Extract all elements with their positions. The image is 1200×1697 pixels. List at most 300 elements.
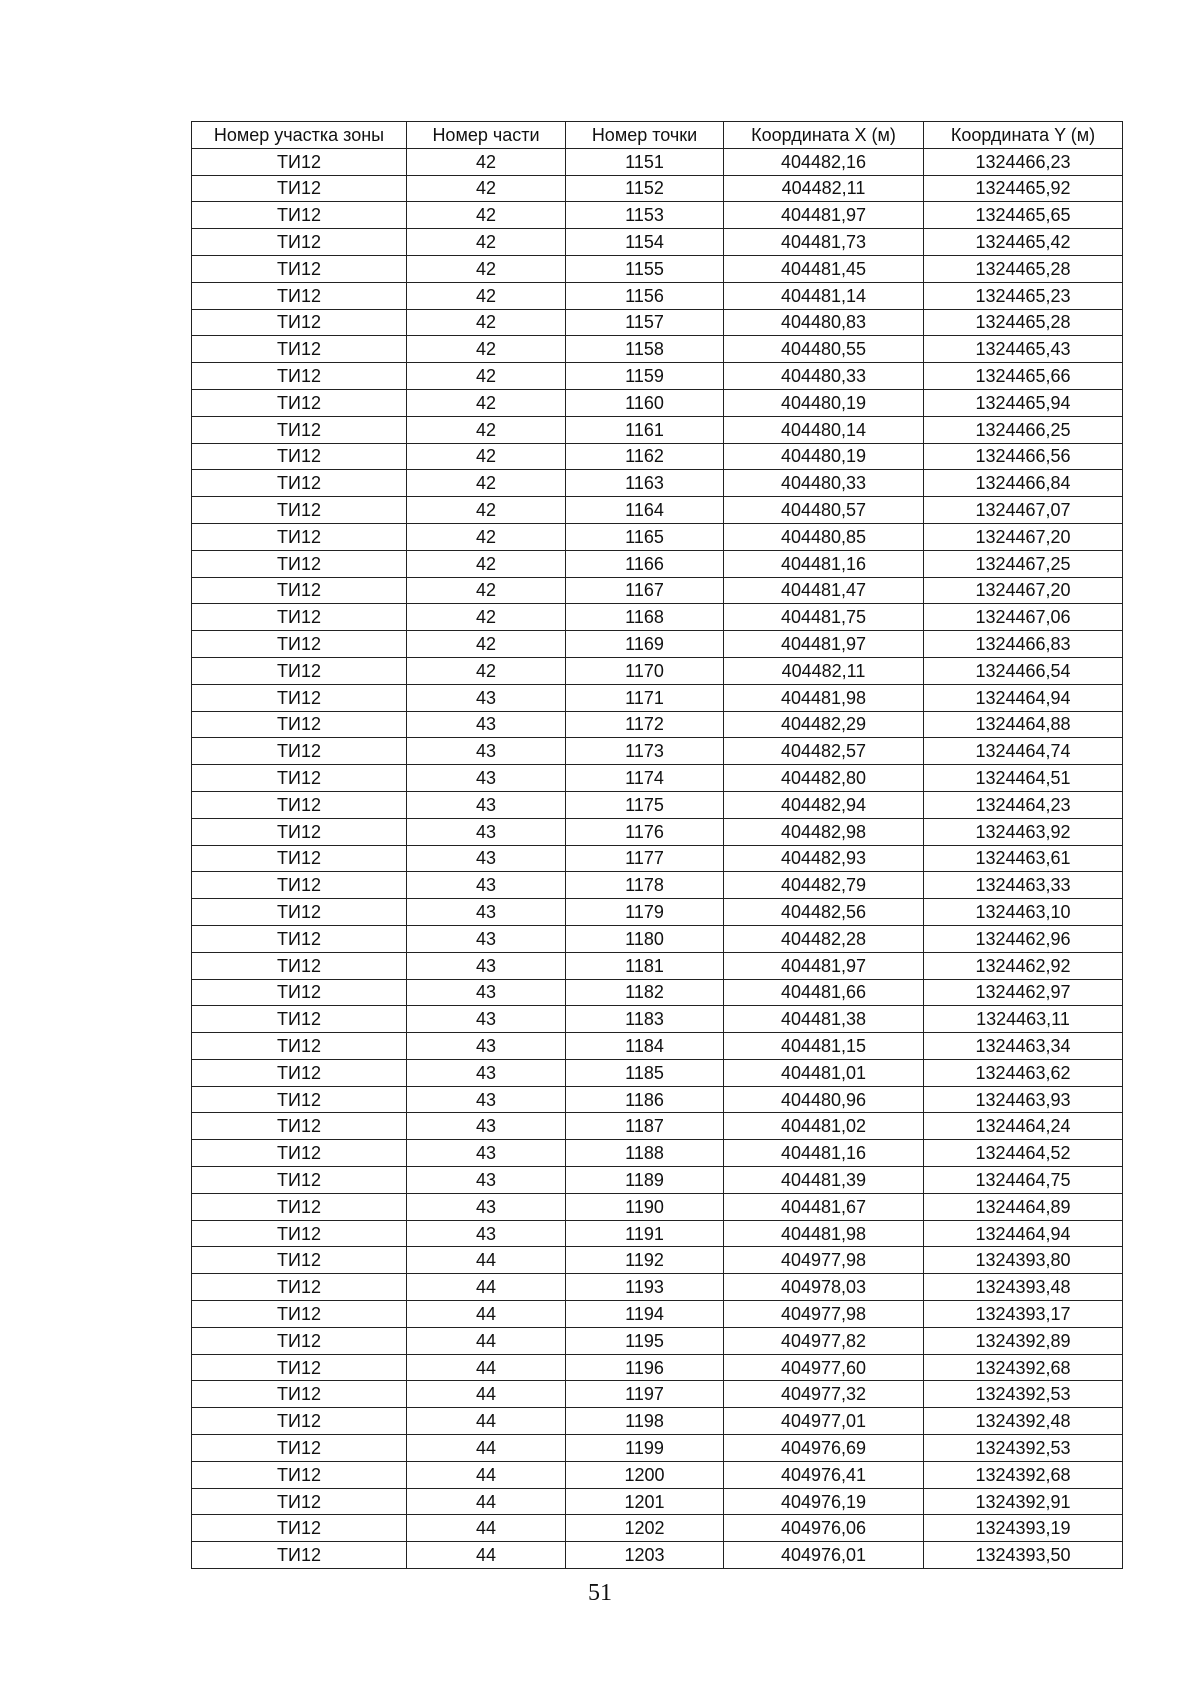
cell-part-number: 44 xyxy=(407,1327,566,1354)
table-row xyxy=(192,1086,1123,1113)
cell-point-number: 1162 xyxy=(566,443,724,470)
cell-part-number: 42 xyxy=(407,148,566,175)
cell-part-number: 42 xyxy=(407,336,566,363)
cell-point-number: 1154 xyxy=(566,229,724,256)
cell-point-number: 1176 xyxy=(566,818,724,845)
cell-coordinate-y: 1324466,56 xyxy=(924,443,1123,470)
cell-point-number: 1182 xyxy=(566,979,724,1006)
table-row xyxy=(192,979,1123,1006)
cell-part-number: 43 xyxy=(407,818,566,845)
cell-point-number: 1184 xyxy=(566,1033,724,1060)
cell-zone-section: ТИ12 xyxy=(192,899,407,926)
cell-coordinate-y: 1324393,50 xyxy=(924,1542,1123,1569)
cell-point-number: 1158 xyxy=(566,336,724,363)
cell-coordinate-x: 404480,85 xyxy=(724,523,924,550)
cell-zone-section: ТИ12 xyxy=(192,1274,407,1301)
cell-coordinate-x: 404977,98 xyxy=(724,1301,924,1328)
cell-coordinate-x: 404976,41 xyxy=(724,1461,924,1488)
cell-coordinate-y: 1324467,25 xyxy=(924,550,1123,577)
cell-point-number: 1198 xyxy=(566,1408,724,1435)
cell-part-number: 42 xyxy=(407,416,566,443)
cell-coordinate-y: 1324465,23 xyxy=(924,282,1123,309)
cell-coordinate-y: 1324464,24 xyxy=(924,1113,1123,1140)
header-point-number: Номер точки xyxy=(566,122,724,149)
cell-point-number: 1194 xyxy=(566,1301,724,1328)
cell-zone-section: ТИ12 xyxy=(192,1167,407,1194)
cell-zone-section: ТИ12 xyxy=(192,845,407,872)
cell-coordinate-x: 404977,98 xyxy=(724,1247,924,1274)
cell-coordinate-y: 1324465,42 xyxy=(924,229,1123,256)
header-row xyxy=(192,122,1123,149)
cell-coordinate-x: 404481,02 xyxy=(724,1113,924,1140)
cell-coordinate-x: 404481,15 xyxy=(724,1033,924,1060)
cell-part-number: 44 xyxy=(407,1408,566,1435)
cell-coordinate-y: 1324467,20 xyxy=(924,523,1123,550)
cell-part-number: 42 xyxy=(407,443,566,470)
table-body xyxy=(192,148,1123,1568)
cell-zone-section: ТИ12 xyxy=(192,1059,407,1086)
table-row xyxy=(192,148,1123,175)
cell-point-number: 1183 xyxy=(566,1006,724,1033)
cell-zone-section: ТИ12 xyxy=(192,1247,407,1274)
header-coordinate-x: Координата X (м) xyxy=(724,122,924,149)
cell-coordinate-y: 1324462,96 xyxy=(924,925,1123,952)
cell-coordinate-y: 1324464,51 xyxy=(924,765,1123,792)
cell-part-number: 42 xyxy=(407,255,566,282)
cell-coordinate-x: 404481,97 xyxy=(724,631,924,658)
cell-part-number: 43 xyxy=(407,899,566,926)
cell-coordinate-x: 404481,98 xyxy=(724,1220,924,1247)
coordinates-table xyxy=(191,121,1123,1569)
table-row xyxy=(192,255,1123,282)
table-row xyxy=(192,604,1123,631)
cell-zone-section: ТИ12 xyxy=(192,1033,407,1060)
cell-zone-section: ТИ12 xyxy=(192,1354,407,1381)
table-row xyxy=(192,1167,1123,1194)
cell-coordinate-y: 1324392,91 xyxy=(924,1488,1123,1515)
cell-zone-section: ТИ12 xyxy=(192,952,407,979)
header-coordinate-y: Координата Y (м) xyxy=(924,122,1123,149)
cell-coordinate-x: 404480,19 xyxy=(724,443,924,470)
cell-point-number: 1196 xyxy=(566,1354,724,1381)
cell-coordinate-x: 404482,16 xyxy=(724,148,924,175)
cell-point-number: 1202 xyxy=(566,1515,724,1542)
table-row xyxy=(192,925,1123,952)
cell-point-number: 1197 xyxy=(566,1381,724,1408)
cell-coordinate-x: 404481,97 xyxy=(724,202,924,229)
cell-point-number: 1156 xyxy=(566,282,724,309)
cell-part-number: 43 xyxy=(407,979,566,1006)
cell-zone-section: ТИ12 xyxy=(192,1113,407,1140)
cell-zone-section: ТИ12 xyxy=(192,1408,407,1435)
cell-point-number: 1190 xyxy=(566,1193,724,1220)
table-row xyxy=(192,309,1123,336)
table-row xyxy=(192,1327,1123,1354)
table-row xyxy=(192,550,1123,577)
table-row xyxy=(192,1033,1123,1060)
cell-coordinate-y: 1324393,19 xyxy=(924,1515,1123,1542)
table-row xyxy=(192,1461,1123,1488)
cell-point-number: 1155 xyxy=(566,255,724,282)
cell-coordinate-x: 404481,39 xyxy=(724,1167,924,1194)
cell-zone-section: ТИ12 xyxy=(192,791,407,818)
cell-part-number: 42 xyxy=(407,523,566,550)
table-row xyxy=(192,229,1123,256)
cell-coordinate-x: 404481,16 xyxy=(724,1140,924,1167)
cell-coordinate-y: 1324392,53 xyxy=(924,1381,1123,1408)
cell-point-number: 1166 xyxy=(566,550,724,577)
cell-coordinate-y: 1324467,20 xyxy=(924,577,1123,604)
cell-coordinate-x: 404977,01 xyxy=(724,1408,924,1435)
cell-coordinate-y: 1324463,61 xyxy=(924,845,1123,872)
cell-coordinate-x: 404480,83 xyxy=(724,309,924,336)
cell-point-number: 1172 xyxy=(566,711,724,738)
cell-point-number: 1175 xyxy=(566,791,724,818)
cell-zone-section: ТИ12 xyxy=(192,202,407,229)
cell-coordinate-x: 404976,69 xyxy=(724,1435,924,1462)
table-row xyxy=(192,1435,1123,1462)
cell-part-number: 42 xyxy=(407,497,566,524)
page-number: 51 xyxy=(588,1580,612,1606)
cell-coordinate-x: 404482,28 xyxy=(724,925,924,952)
cell-zone-section: ТИ12 xyxy=(192,1435,407,1462)
cell-coordinate-y: 1324465,66 xyxy=(924,363,1123,390)
cell-zone-section: ТИ12 xyxy=(192,925,407,952)
cell-coordinate-x: 404482,94 xyxy=(724,791,924,818)
cell-zone-section: ТИ12 xyxy=(192,1381,407,1408)
cell-part-number: 44 xyxy=(407,1435,566,1462)
cell-zone-section: ТИ12 xyxy=(192,309,407,336)
cell-coordinate-x: 404482,79 xyxy=(724,872,924,899)
cell-part-number: 43 xyxy=(407,1033,566,1060)
table-row xyxy=(192,282,1123,309)
cell-coordinate-y: 1324393,80 xyxy=(924,1247,1123,1274)
cell-coordinate-y: 1324463,34 xyxy=(924,1033,1123,1060)
table-row xyxy=(192,1140,1123,1167)
cell-coordinate-x: 404480,55 xyxy=(724,336,924,363)
cell-part-number: 43 xyxy=(407,684,566,711)
cell-zone-section: ТИ12 xyxy=(192,523,407,550)
cell-coordinate-x: 404480,14 xyxy=(724,416,924,443)
cell-zone-section: ТИ12 xyxy=(192,604,407,631)
cell-coordinate-x: 404482,29 xyxy=(724,711,924,738)
table-row xyxy=(192,952,1123,979)
cell-zone-section: ТИ12 xyxy=(192,1086,407,1113)
table-row xyxy=(192,1274,1123,1301)
cell-point-number: 1200 xyxy=(566,1461,724,1488)
cell-part-number: 43 xyxy=(407,1220,566,1247)
table-row xyxy=(192,845,1123,872)
cell-zone-section: ТИ12 xyxy=(192,336,407,363)
cell-zone-section: ТИ12 xyxy=(192,1461,407,1488)
cell-coordinate-y: 1324463,11 xyxy=(924,1006,1123,1033)
cell-coordinate-y: 1324464,94 xyxy=(924,684,1123,711)
cell-part-number: 42 xyxy=(407,363,566,390)
table-row xyxy=(192,1542,1123,1569)
cell-point-number: 1192 xyxy=(566,1247,724,1274)
cell-part-number: 42 xyxy=(407,282,566,309)
cell-coordinate-y: 1324465,94 xyxy=(924,389,1123,416)
cell-zone-section: ТИ12 xyxy=(192,175,407,202)
table-row xyxy=(192,175,1123,202)
table-row xyxy=(192,336,1123,363)
table-row xyxy=(192,443,1123,470)
cell-coordinate-x: 404482,11 xyxy=(724,175,924,202)
cell-coordinate-x: 404481,97 xyxy=(724,952,924,979)
table-row xyxy=(192,1059,1123,1086)
cell-point-number: 1189 xyxy=(566,1167,724,1194)
cell-part-number: 44 xyxy=(407,1301,566,1328)
cell-coordinate-x: 404481,01 xyxy=(724,1059,924,1086)
cell-zone-section: ТИ12 xyxy=(192,389,407,416)
cell-coordinate-x: 404482,11 xyxy=(724,657,924,684)
cell-point-number: 1157 xyxy=(566,309,724,336)
cell-coordinate-x: 404481,38 xyxy=(724,1006,924,1033)
cell-part-number: 42 xyxy=(407,309,566,336)
cell-zone-section: ТИ12 xyxy=(192,1301,407,1328)
cell-coordinate-y: 1324467,06 xyxy=(924,604,1123,631)
table-row xyxy=(192,738,1123,765)
cell-point-number: 1164 xyxy=(566,497,724,524)
cell-coordinate-y: 1324465,43 xyxy=(924,336,1123,363)
cell-coordinate-y: 1324464,89 xyxy=(924,1193,1123,1220)
table-row xyxy=(192,765,1123,792)
cell-part-number: 44 xyxy=(407,1488,566,1515)
cell-part-number: 42 xyxy=(407,202,566,229)
cell-coordinate-y: 1324462,92 xyxy=(924,952,1123,979)
cell-coordinate-y: 1324464,94 xyxy=(924,1220,1123,1247)
cell-coordinate-y: 1324463,92 xyxy=(924,818,1123,845)
cell-zone-section: ТИ12 xyxy=(192,1140,407,1167)
cell-part-number: 42 xyxy=(407,389,566,416)
cell-part-number: 43 xyxy=(407,1006,566,1033)
cell-zone-section: ТИ12 xyxy=(192,765,407,792)
cell-point-number: 1159 xyxy=(566,363,724,390)
cell-coordinate-y: 1324464,23 xyxy=(924,791,1123,818)
cell-point-number: 1203 xyxy=(566,1542,724,1569)
cell-part-number: 44 xyxy=(407,1461,566,1488)
cell-coordinate-y: 1324393,48 xyxy=(924,1274,1123,1301)
cell-part-number: 43 xyxy=(407,738,566,765)
cell-coordinate-y: 1324466,83 xyxy=(924,631,1123,658)
cell-point-number: 1153 xyxy=(566,202,724,229)
cell-zone-section: ТИ12 xyxy=(192,363,407,390)
cell-zone-section: ТИ12 xyxy=(192,443,407,470)
cell-coordinate-y: 1324392,53 xyxy=(924,1435,1123,1462)
cell-part-number: 44 xyxy=(407,1354,566,1381)
table-row xyxy=(192,1488,1123,1515)
cell-point-number: 1169 xyxy=(566,631,724,658)
cell-zone-section: ТИ12 xyxy=(192,1515,407,1542)
cell-point-number: 1161 xyxy=(566,416,724,443)
cell-coordinate-y: 1324466,84 xyxy=(924,470,1123,497)
cell-zone-section: ТИ12 xyxy=(192,1542,407,1569)
cell-point-number: 1195 xyxy=(566,1327,724,1354)
cell-coordinate-x: 404481,75 xyxy=(724,604,924,631)
cell-zone-section: ТИ12 xyxy=(192,711,407,738)
table-row xyxy=(192,1515,1123,1542)
cell-part-number: 43 xyxy=(407,1113,566,1140)
cell-coordinate-y: 1324463,62 xyxy=(924,1059,1123,1086)
cell-coordinate-x: 404976,19 xyxy=(724,1488,924,1515)
cell-coordinate-x: 404482,93 xyxy=(724,845,924,872)
cell-coordinate-y: 1324392,68 xyxy=(924,1461,1123,1488)
cell-coordinate-x: 404481,14 xyxy=(724,282,924,309)
table-row xyxy=(192,1301,1123,1328)
cell-coordinate-x: 404976,01 xyxy=(724,1542,924,1569)
cell-part-number: 42 xyxy=(407,550,566,577)
table-row xyxy=(192,202,1123,229)
cell-zone-section: ТИ12 xyxy=(192,818,407,845)
cell-part-number: 44 xyxy=(407,1515,566,1542)
table-row xyxy=(192,1354,1123,1381)
cell-coordinate-y: 1324466,25 xyxy=(924,416,1123,443)
cell-part-number: 42 xyxy=(407,175,566,202)
table-row xyxy=(192,631,1123,658)
cell-part-number: 43 xyxy=(407,1140,566,1167)
cell-zone-section: ТИ12 xyxy=(192,148,407,175)
cell-coordinate-y: 1324466,54 xyxy=(924,657,1123,684)
cell-part-number: 43 xyxy=(407,1193,566,1220)
cell-point-number: 1151 xyxy=(566,148,724,175)
cell-zone-section: ТИ12 xyxy=(192,550,407,577)
cell-point-number: 1187 xyxy=(566,1113,724,1140)
cell-coordinate-y: 1324462,97 xyxy=(924,979,1123,1006)
cell-part-number: 43 xyxy=(407,791,566,818)
cell-point-number: 1193 xyxy=(566,1274,724,1301)
cell-part-number: 42 xyxy=(407,604,566,631)
cell-coordinate-x: 404481,67 xyxy=(724,1193,924,1220)
table-row xyxy=(192,470,1123,497)
table-header xyxy=(192,122,1123,149)
cell-coordinate-x: 404481,16 xyxy=(724,550,924,577)
cell-point-number: 1191 xyxy=(566,1220,724,1247)
cell-coordinate-x: 404480,57 xyxy=(724,497,924,524)
cell-coordinate-x: 404482,56 xyxy=(724,899,924,926)
cell-coordinate-y: 1324465,28 xyxy=(924,255,1123,282)
cell-point-number: 1173 xyxy=(566,738,724,765)
cell-point-number: 1163 xyxy=(566,470,724,497)
cell-coordinate-x: 404481,45 xyxy=(724,255,924,282)
cell-coordinate-y: 1324464,88 xyxy=(924,711,1123,738)
table-row xyxy=(192,577,1123,604)
cell-point-number: 1168 xyxy=(566,604,724,631)
table-row xyxy=(192,497,1123,524)
cell-part-number: 43 xyxy=(407,845,566,872)
cell-coordinate-y: 1324463,10 xyxy=(924,899,1123,926)
cell-zone-section: ТИ12 xyxy=(192,872,407,899)
cell-part-number: 42 xyxy=(407,229,566,256)
table-row xyxy=(192,523,1123,550)
cell-point-number: 1180 xyxy=(566,925,724,952)
cell-part-number: 43 xyxy=(407,1167,566,1194)
table-row xyxy=(192,818,1123,845)
cell-point-number: 1186 xyxy=(566,1086,724,1113)
cell-coordinate-y: 1324464,52 xyxy=(924,1140,1123,1167)
cell-point-number: 1177 xyxy=(566,845,724,872)
cell-zone-section: ТИ12 xyxy=(192,979,407,1006)
cell-coordinate-x: 404977,82 xyxy=(724,1327,924,1354)
cell-coordinate-y: 1324464,74 xyxy=(924,738,1123,765)
cell-zone-section: ТИ12 xyxy=(192,657,407,684)
cell-zone-section: ТИ12 xyxy=(192,255,407,282)
cell-coordinate-x: 404481,66 xyxy=(724,979,924,1006)
cell-point-number: 1178 xyxy=(566,872,724,899)
cell-coordinate-x: 404482,98 xyxy=(724,818,924,845)
header-zone-section: Номер участка зоны xyxy=(192,122,407,149)
cell-coordinate-y: 1324464,75 xyxy=(924,1167,1123,1194)
cell-coordinate-y: 1324463,33 xyxy=(924,872,1123,899)
cell-zone-section: ТИ12 xyxy=(192,1488,407,1515)
table-row xyxy=(192,389,1123,416)
cell-zone-section: ТИ12 xyxy=(192,738,407,765)
cell-point-number: 1171 xyxy=(566,684,724,711)
cell-part-number: 42 xyxy=(407,470,566,497)
cell-zone-section: ТИ12 xyxy=(192,631,407,658)
table-row xyxy=(192,899,1123,926)
table-row xyxy=(192,1220,1123,1247)
cell-part-number: 44 xyxy=(407,1274,566,1301)
cell-part-number: 42 xyxy=(407,657,566,684)
cell-coordinate-x: 404480,33 xyxy=(724,363,924,390)
cell-coordinate-x: 404977,60 xyxy=(724,1354,924,1381)
cell-zone-section: ТИ12 xyxy=(192,1193,407,1220)
cell-point-number: 1165 xyxy=(566,523,724,550)
cell-zone-section: ТИ12 xyxy=(192,1006,407,1033)
cell-point-number: 1170 xyxy=(566,657,724,684)
cell-coordinate-x: 404482,80 xyxy=(724,765,924,792)
table-row xyxy=(192,657,1123,684)
cell-zone-section: ТИ12 xyxy=(192,229,407,256)
cell-part-number: 43 xyxy=(407,1059,566,1086)
cell-part-number: 43 xyxy=(407,1086,566,1113)
cell-zone-section: ТИ12 xyxy=(192,1220,407,1247)
cell-coordinate-x: 404480,19 xyxy=(724,389,924,416)
cell-part-number: 43 xyxy=(407,711,566,738)
cell-coordinate-x: 404976,06 xyxy=(724,1515,924,1542)
table-row xyxy=(192,1006,1123,1033)
cell-part-number: 44 xyxy=(407,1381,566,1408)
table-row xyxy=(192,711,1123,738)
table-row xyxy=(192,416,1123,443)
cell-coordinate-y: 1324466,23 xyxy=(924,148,1123,175)
cell-coordinate-y: 1324465,65 xyxy=(924,202,1123,229)
cell-coordinate-x: 404481,47 xyxy=(724,577,924,604)
cell-coordinate-y: 1324392,68 xyxy=(924,1354,1123,1381)
cell-zone-section: ТИ12 xyxy=(192,416,407,443)
table-row xyxy=(192,1193,1123,1220)
cell-zone-section: ТИ12 xyxy=(192,470,407,497)
cell-point-number: 1188 xyxy=(566,1140,724,1167)
cell-coordinate-y: 1324465,92 xyxy=(924,175,1123,202)
table-row xyxy=(192,1381,1123,1408)
cell-part-number: 42 xyxy=(407,577,566,604)
cell-coordinate-x: 404481,73 xyxy=(724,229,924,256)
cell-coordinate-y: 1324392,48 xyxy=(924,1408,1123,1435)
cell-part-number: 43 xyxy=(407,872,566,899)
table-row xyxy=(192,1113,1123,1140)
cell-zone-section: ТИ12 xyxy=(192,1327,407,1354)
cell-zone-section: ТИ12 xyxy=(192,684,407,711)
cell-coordinate-x: 404481,98 xyxy=(724,684,924,711)
table-row xyxy=(192,872,1123,899)
cell-part-number: 43 xyxy=(407,765,566,792)
cell-coordinate-x: 404480,33 xyxy=(724,470,924,497)
cell-zone-section: ТИ12 xyxy=(192,282,407,309)
table-row xyxy=(192,363,1123,390)
cell-part-number: 43 xyxy=(407,952,566,979)
cell-coordinate-y: 1324392,89 xyxy=(924,1327,1123,1354)
